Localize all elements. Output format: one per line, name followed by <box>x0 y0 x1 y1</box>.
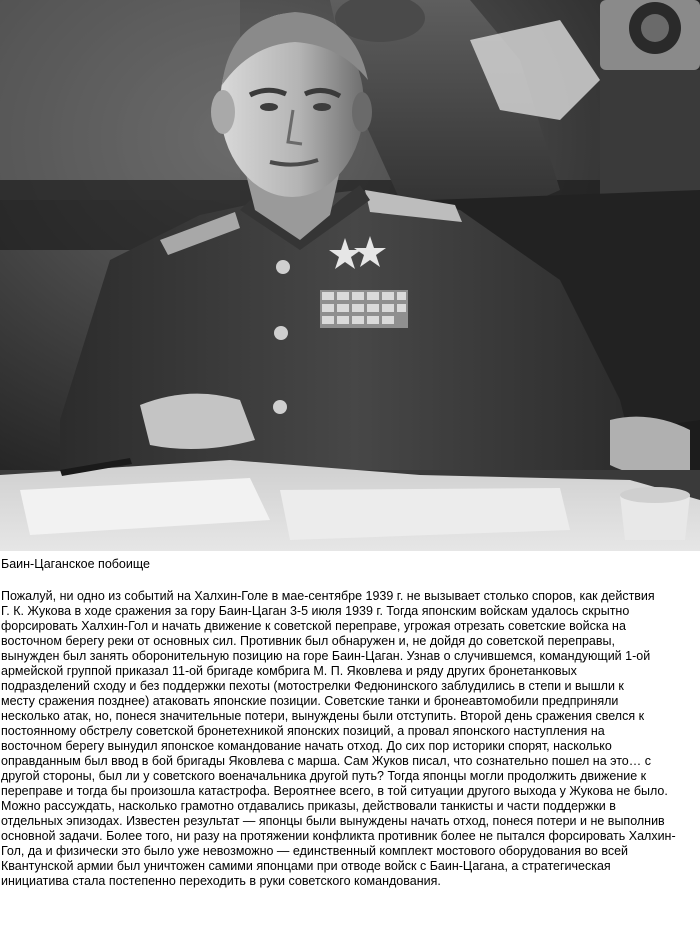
article-line: Г. К. Жукова в ходе сражения за гору Баин-Цаган 3-5 июля 1939 г. Тогда японским войскам удалось скрытно <box>1 604 630 618</box>
article-line: форсировать Халхин-Гол и начать движение к советской переправе, угрожая отрезать советские войска на <box>1 619 626 633</box>
article-line: постоянному обстрелу советской бронетехникой японских позиций, а провал японского наступления на <box>1 724 605 738</box>
article-line: Пожалуй, ни одно из событий на Халхин-Голе в мае-сентябре 1939 г. не вызывает столько споров, как действия <box>1 589 655 603</box>
article-line: армейской группой приказал 11-ой бригаде комбрига М. П. Яковлева и ряду других бронетанковых <box>1 664 577 678</box>
article-line: вынужден был занять оборонительную позицию на горе Баин-Цаган. Узнав о случившемся, командующий 1-ой <box>1 649 651 663</box>
article-line: переправе и тогда бы произошла катастрофа. Вероятнее всего, в той ситуации другого выхода у Жукова не было. <box>1 784 668 798</box>
article-line: Квантунской армии был уничтожен самими японцами при отводе войск с Баин-Цагана, а стратегическая <box>1 859 611 873</box>
article-line: основной задачи. Более того, ни разу на протяжении конфликта противник более не пытался форсировать Халхин- <box>1 829 676 843</box>
article-line: восточном берегу реки от основных сил. Противник был обнаружен и, не дойдя до советской переправы, <box>1 634 615 648</box>
article-line: инициатива стала постепенно переходить в руки советского командования. <box>1 874 441 888</box>
article-line: Гол, да и физически это было уже невозможно — единственный комплект мостового оборудования во всей <box>1 844 629 858</box>
article-line: оправданным был ввод в бой бригады Яковлева с марша. Сам Жуков писал, что сознательно пошел на это… с <box>1 754 651 768</box>
article-line: несколько атак, но, понеся значительные потери, вынуждены были отступить. Второй день сражения свелся к <box>1 709 645 723</box>
article-body <box>1 589 695 889</box>
photo-caption: Баин-Цаганское побоище <box>1 557 150 571</box>
article-line: другой стороны, был ли у советского военачальника другой путь? Тогда японцы могли продолжить движение к <box>1 769 647 783</box>
article-line: Можно рассуждать, насколько грамотно отдавались приказы, действовали танкисты и части поддержки в <box>1 799 616 813</box>
article-line: месту сражения позднее) атаковать японские позиции. Советские танки и бронеавтомобили предприняли <box>1 694 619 708</box>
article-line: восточном берегу вынудил японское командование начать отход. До сих пор историки спорят, насколько <box>1 739 612 753</box>
article-line: подразделений сходу и без поддержки пехоты (мотострелки Федюнинского заблудились в степи и вышли к <box>1 679 624 693</box>
article-line: отдельных эпизодах. Известен результат — японцы были вынуждены начать отход, понеся потери и не выполнив <box>1 814 665 828</box>
